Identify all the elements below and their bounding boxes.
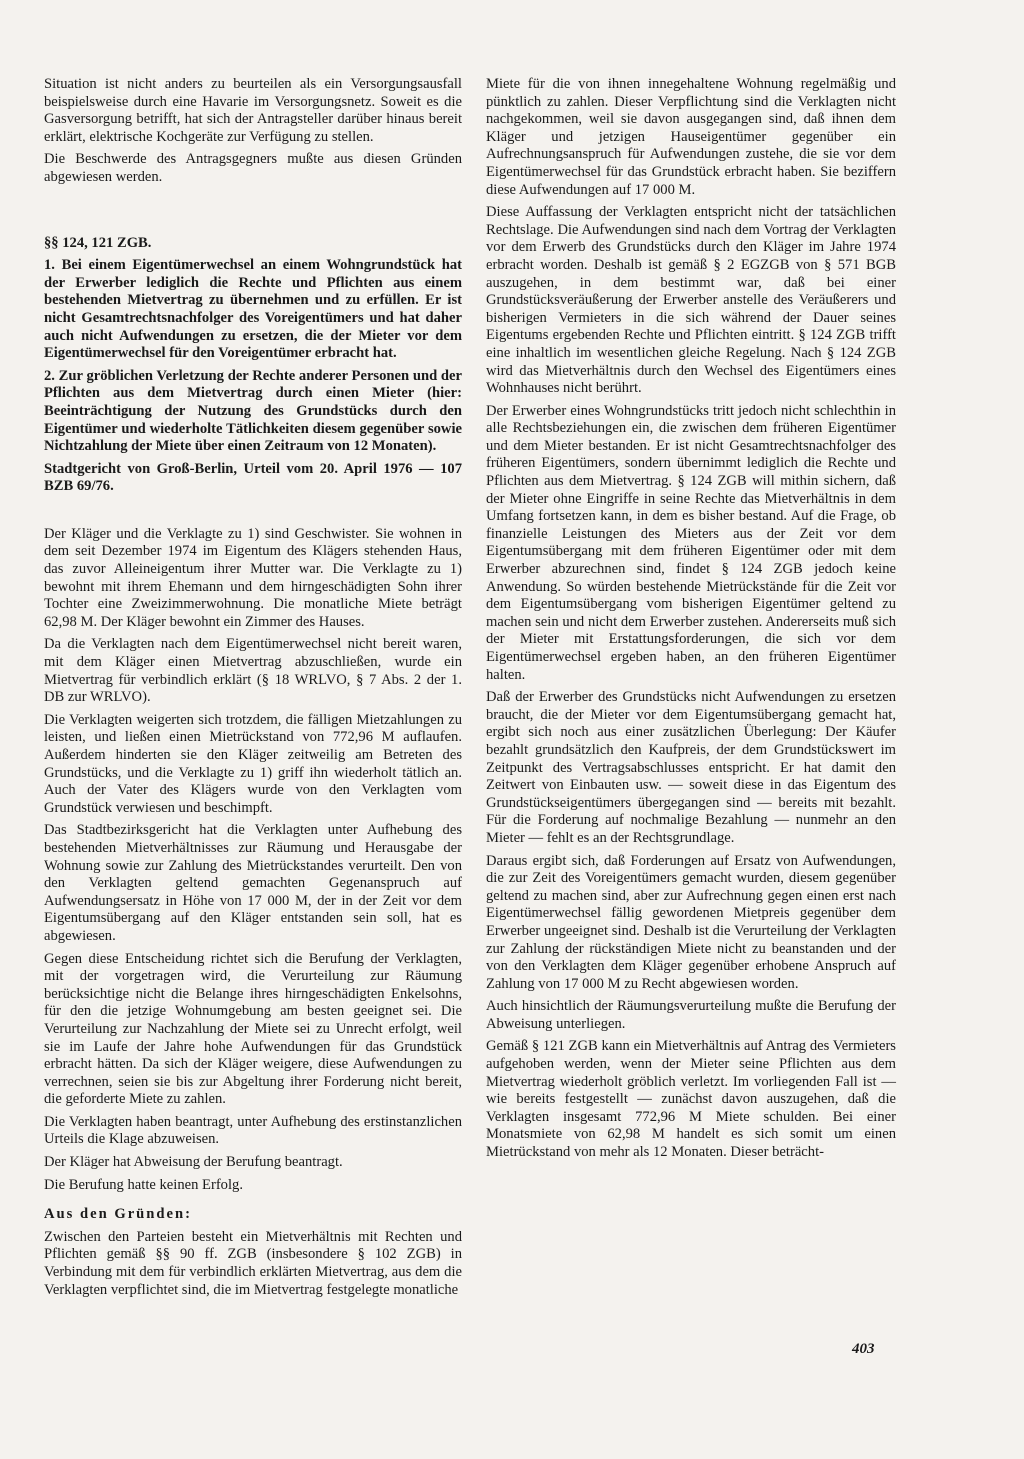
paragraph: Gemäß § 121 ZGB kann ein Mietverhältnis auf Antrag des Vermieters aufgehoben werden, wenn der Mieter seine Pflichten aus dem Mietvertrag wiederholt gröblich verletzt. Im vorliegenden Fall ist — wie bereits festgestellt — zunächst davon auszugehen, daß die Verklagten insgesamt 772,96 M Miete schulden. Bei einer Monatsmiete von 62,98 M handelt es sich somit um einen Mietrückstand von mehr als 12 Monaten. Dieser beträcht- xyxy=(486,1038,896,1161)
grounds-heading: Aus den Gründen: xyxy=(44,1206,192,1223)
paragraph: Daß der Erwerber des Grundstücks nicht Aufwendungen zu ersetzen braucht, die der Mieter vor dem Eigentumsübergang gemacht hat, ergibt sich noch aus einer zusätzlichen Überlegung: Der Käufer bezahlt grundsätzlich den Kaufpreis, der dem Grundstückswert im Zeitpunkt des Vertragsabschlusses entspricht. Er hat damit den Zeitwert von Einbauten usw. — soweit diese in das Eigentum des Grundstückseigentümers übergegangen sind — bereits mit bezahlt. Für die Forderung auf nochmalige Bezahlung — nunmehr an den Mieter — fehlt es an der Rechtsgrundlage. xyxy=(486,689,896,846)
paragraph: Das Stadtbezirksgericht hat die Verklagten unter Aufhebung des bestehenden Mietverhältnisses zur Räumung und Herausgabe der Wohnung sowie zur Zahlung des Mietrückstandes verurteilt. Den von den Verklagten geltend gemachten Gegenanspruch auf Aufwendungsersatz in Höhe von 17 000 M, der in der Zeit vor dem Eigentumsübergang auf den Kläger entstanden sein soll, hat es abgewiesen. xyxy=(44,822,462,944)
right-column xyxy=(486,76,896,1167)
paragraph: Der Kläger hat Abweisung der Berufung beantragt. xyxy=(44,1154,343,1171)
guiding-principle-1: 1. Bei einem Eigentümerwechsel an einem Wohngrundstück hat der Erwerber lediglich die Rechte und Pflichten aus einem bestehenden Mietvertrag zu übernehmen und zu erfüllen. Er ist nicht Gesamtrechtsnachfolger des Voreigentümers und hat daher auch nicht Aufwendungen zu ersetzen, die der Mieter vor dem Eigentümerwechsel für den Voreigentümer erbracht hat. xyxy=(44,257,462,362)
guiding-principle-2: 2. Zur gröblichen Verletzung der Rechte anderer Personen und der Pflichten aus dem Mietvertrag durch einen Mieter (hier: Beeinträchtigung der Nutzung des Grundstücks durch den Eigentümer und wiederholte Tätlichkeiten diesem gegenüber sowie Nichtzahlung der Miete über einen Zeitraum von 12 Monaten). xyxy=(44,367,462,455)
paragraph: Auch hinsichtlich der Räumungsverurteilung mußte die Berufung der Abweisung unterliegen. xyxy=(486,998,896,1032)
page-number: 403 xyxy=(852,1341,875,1357)
section-heading: §§ 124, 121 ZGB. xyxy=(44,234,152,251)
paragraph: Da die Verklagten nach dem Eigentümerwechsel nicht bereit waren, mit dem Kläger einen Mietvertrag abzuschließen, wurde ein Mietvertrag für verbindlich erklärt (§ 18 WRLVO, § 7 Abs. 2 der 1. DB zur WRLVO). xyxy=(44,636,462,706)
paragraph: Diese Auffassung der Verklagten entspricht nicht der tatsächlichen Rechtslage. Die Aufwendungen sind nach dem Vortrag der Verklagten vor dem Erwerb des Grundstücks durch den Kläger im Jahre 1974 erbracht worden. Deshalb ist gemäß § 2 EGZGB von § 571 BGB auszugehen, in dem bestimmt war, daß bei einer Grundstücksveräußerung der Erwerber anstelle des Veräußerers und bisherigen Vermieters in die sich während der Dauer seines Eigentums ergebenden Rechte und Pflichten eintritt. § 124 ZGB trifft eine inhaltlich im wesentlichen gleiche Regelung. Nach § 124 ZGB wird das Mietverhältnis durch den Wechsel des Eigentümers eines Wohnhauses nicht berührt. xyxy=(486,204,896,397)
left-column xyxy=(44,76,462,1304)
paragraph: Zwischen den Parteien besteht ein Mietverhältnis mit Rechten und Pflichten gemäß §§ 90 ff. ZGB (insbesondere § 102 ZGB) in Verbindung mit dem für verbindlich erklärten Mietvertrag, aus dem die Verklagten verpflichtet sind, die im Mietvertrag festgelegte monatliche xyxy=(44,1228,462,1298)
paragraph: Die Verklagten haben beantragt, unter Aufhebung des erstinstanzlichen Urteils die Klage abzuweisen. xyxy=(44,1113,462,1148)
paragraph: Daraus ergibt sich, daß Forderungen auf Ersatz von Aufwendungen, die zur Zeit des Voreigentümers gemacht wurden, diesem gegenüber geltend zu machen sind, aber zur Aufrechnung gegen einen erst nach Eigentümerwechsel fällig gewordenen Mietpreis gegenüber dem Erwerber ungeeignet sind. Deshalb ist die Verurteilung der Verklagten zur Zahlung der rückständigen Miete nicht zu beanstanden und der von den Verklagten dem Kläger gegenüber erhobene Anspruch auf Zahlung von 17 000 M zu Recht abgewiesen worden. xyxy=(486,852,896,992)
paragraph: Die Berufung hatte keinen Erfolg. xyxy=(44,1176,243,1193)
paragraph: Miete für die von ihnen innegehaltene Wohnung regelmäßig und pünktlich zu zahlen. Dieser Verpflichtung sind die Verklagten nicht nachgekommen, weil sie davon ausgegangen sind, daß ihnen dem Kläger und jetzigen Hauseigentümer gegenüber ein Aufrechnungsanspruch für Aufwendungen zustehe, die sie vor dem Eigentümerwechsel für das Grundstück erbracht haben. Sie beziffern diese Aufwendungen auf 17 000 M. xyxy=(486,76,896,198)
paragraph: Gegen diese Entscheidung richtet sich die Berufung der Verklagten, mit der vorgetragen wird, die Verurteilung zur Räumung berücksichtige nicht die Belange ihres hirngeschädigten Enkelsohns, für den die jetzige Wohnumgebung am besten geeignet sei. Die Verurteilung zur Nachzahlung der Miete sei zu Unrecht erfolgt, weil sie im Laufe der Jahre hohe Aufwendungen für das Grundstück erbracht hätten. Da sich der Kläger weigere, diese Aufwendungen zu verrechnen, seien sie bis zur Abgeltung ihrer Forderung nicht bereit, die geforderte Miete zu zahlen. xyxy=(44,950,462,1108)
paragraph: Der Kläger und die Verklagte zu 1) sind Geschwister. Sie wohnen in dem seit Dezember 1974 im Eigentum des Klägers stehenden Haus, das zuvor Alleineigentum ihrer Mutter war. Die Verklagte zu 1) bewohnt mit ihrem Ehemann und dem hirngeschädigten Sohn ihrer Tochter eine Zweizimmerwohnung. Die monatliche Miete beträgt 62,98 M. Der Kläger bewohnt ein Zimmer des Hauses. xyxy=(44,525,462,630)
court-citation: Stadtgericht von Groß-Berlin, Urteil vom 20. April 1976 — 107 BZB 69/76. xyxy=(44,460,462,495)
paragraph: Die Verklagten weigerten sich trotzdem, die fälligen Mietzahlungen zu leisten, und ließen einen Mietrückstand von 772,96 M auflaufen. Außerdem hinderten sie den Kläger zeitweilig am Betreten des Grundstücks, und die Verklagte zu 1) griff ihn wiederholt tätlich an. Auch der Vater des Klägers wurde von den Verklagten vom Grundstück verwiesen und beschimpft. xyxy=(44,711,462,816)
paragraph: Die Beschwerde des Antragsgegners mußte aus diesen Gründen abgewiesen werden. xyxy=(44,151,462,185)
paragraph: Der Erwerber eines Wohngrundstücks tritt jedoch nicht schlechthin in alle Rechtsbeziehungen ein, die zwischen dem früheren Eigentümer und dem Mieter bestanden. Er ist nicht Gesamtrechtsnachfolger des früheren Eigentümers, sondern übernimmt lediglich die Rechte und Pflichten aus dem Mietvertrag. § 124 ZGB will mithin sichern, daß der Mieter ohne Eingriffe in seine Rechte das Mietverhältnis in dem Umfang fortsetzen kann, in dem es bisher bestand. Auf die Frage, ob finanzielle Leistungen des Mieters aus der Zeit vor dem Eigentumsübergang mit dem früheren Eigentümer oder mit dem Erwerber abzurechnen sind, findet § 124 ZGB jedoch keine Anwendung. So würden bestehende Mietrückstände für die Zeit vor dem Eigentumsübergang vom bisherigen Eigentümer geltend zu machen sein und nicht dem Erwerber zustehen. Andererseits muß sich der Mieter mit Erstattungsforderungen, die sich vor dem Eigentümerwechsel ergeben haben, an den früheren Eigentümer halten. xyxy=(486,402,896,683)
paragraph: Situation ist nicht anders zu beurteilen als ein Versorgungsausfall beispielsweise durch eine Havarie im Versorgungsnetz. Soweit es die Gasversorgung betrifft, hat sich der Antragsteller darüber hinaus bereit erklärt, elektrische Kochgeräte zur Verfügung zu stellen. xyxy=(44,76,462,145)
